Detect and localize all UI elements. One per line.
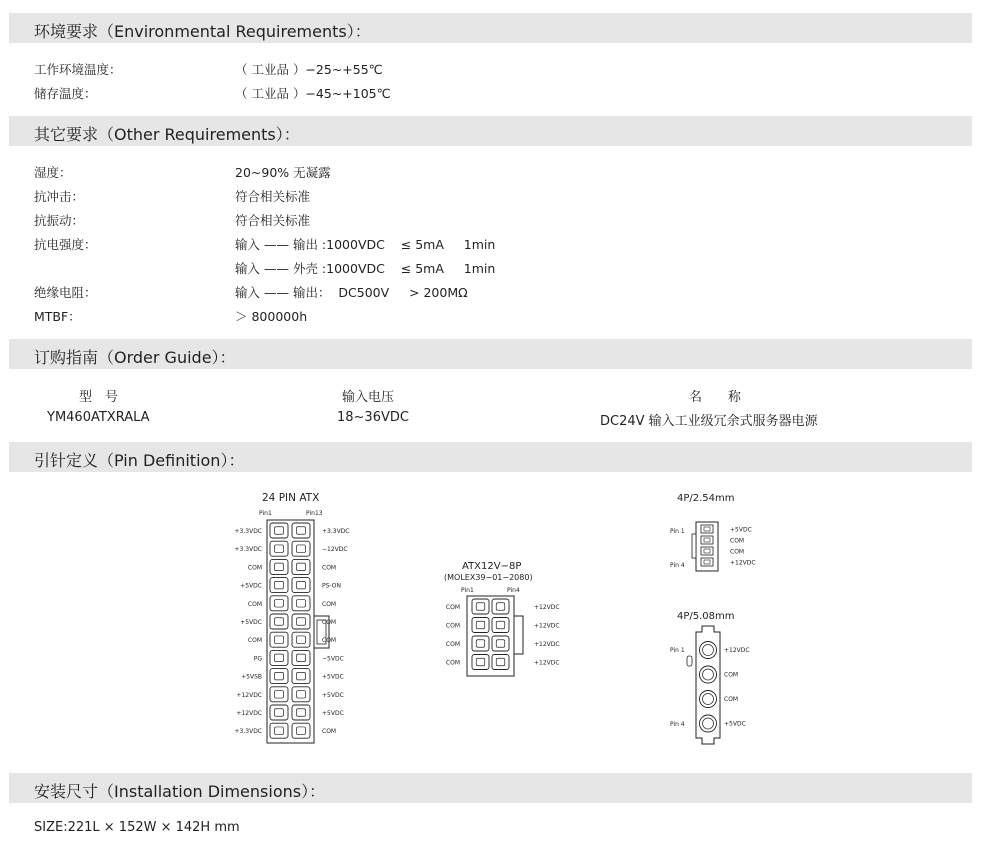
pin-label-right: COM xyxy=(322,600,337,608)
section-title: 其它要求（Other Requirements）： xyxy=(34,125,300,144)
section-header-other xyxy=(9,116,972,146)
pin-cell xyxy=(270,669,288,684)
pin-cell xyxy=(292,705,310,720)
pin-label-left: COM xyxy=(247,600,262,608)
pin-label: COM xyxy=(730,537,745,545)
pin-cell xyxy=(472,618,489,633)
order-cell-voltage: 18~36VDC xyxy=(337,410,409,425)
pin-label-right: +12VDC xyxy=(534,641,560,648)
pin4-label: Pin4 xyxy=(507,587,520,594)
pin-cell xyxy=(270,614,288,629)
section-title: 订购指南（Order Guide）： xyxy=(34,348,236,367)
order-header-voltage: 输入电压 xyxy=(342,390,395,405)
other-label: 抗电强度： xyxy=(34,237,97,252)
other-value: 输入 —— 输出 :1000VDC ≤ 5mA 1min xyxy=(235,237,496,252)
section-title: 引针定义（Pin Definition）： xyxy=(34,451,245,470)
pin-cell xyxy=(492,636,509,651)
pin-cell xyxy=(270,723,288,738)
pin-label-right: +12VDC xyxy=(534,622,560,630)
other-label: 绝缘电阻： xyxy=(34,285,97,300)
other-value: 20~90% 无凝露 xyxy=(235,165,331,180)
pin-cell xyxy=(270,650,288,665)
order-header-name: 名 称 xyxy=(689,390,742,405)
pin13-label: Pin13 xyxy=(306,510,323,517)
pin-label: +5VDC xyxy=(730,526,752,534)
pin-label-left: COM xyxy=(445,622,460,630)
pin-label-right: +12VDC xyxy=(534,604,560,611)
pin-label-right: +5VDC xyxy=(322,710,344,717)
connector-4p-254-diagram xyxy=(662,490,772,580)
pin-cell xyxy=(492,618,509,633)
pin-cell xyxy=(270,523,288,538)
pin-cell xyxy=(492,655,509,670)
pin-label: +5VDC xyxy=(724,720,746,728)
pin-cell xyxy=(472,655,489,670)
order-cell-name: DC24V 输入工业级冗余式服务器电源 xyxy=(600,414,818,429)
env-value: （ 工业品 ）−25~+55℃ xyxy=(235,62,383,77)
pin-cell xyxy=(292,687,310,702)
connector-latch xyxy=(514,616,523,654)
section-title: 安装尺寸（Installation Dimensions）： xyxy=(34,782,326,801)
other-value: 输入 —— 外壳 :1000VDC ≤ 5mA 1min xyxy=(235,261,496,276)
other-label: 湿度： xyxy=(34,165,72,180)
pin-contact xyxy=(703,645,714,656)
install-size: SIZE:221L × 152W × 142H mm xyxy=(34,820,240,835)
other-value: ＞ 800000h xyxy=(235,309,308,324)
pin-label-left: +12VDC xyxy=(236,710,262,717)
pin-cell xyxy=(270,632,288,647)
pin1-label: Pin1 xyxy=(461,587,474,594)
pin-label-right: COM xyxy=(322,619,337,626)
pin-contact xyxy=(703,694,714,705)
pin-label-left: +3.3VDC xyxy=(234,546,262,554)
pin1-label: Pin 1 xyxy=(670,647,685,654)
connector-title: ATX12V−8P xyxy=(462,561,522,572)
pin-cell xyxy=(701,558,713,566)
pin-cell xyxy=(270,596,288,611)
pin-label-right: PS-ON xyxy=(322,582,341,590)
pin-cell xyxy=(292,614,310,629)
pin-label-left: COM xyxy=(247,564,262,572)
pin-label: COM xyxy=(730,548,745,556)
pin-label: +12VDC xyxy=(724,647,750,654)
pin-cell xyxy=(472,599,489,614)
connector-atx12v-8p-diagram xyxy=(435,558,575,683)
pin-contact xyxy=(703,669,714,680)
pin-labels xyxy=(730,527,756,567)
other-label: 抗振动： xyxy=(34,213,85,228)
pin-cell xyxy=(292,559,310,574)
pin-cell xyxy=(701,547,713,555)
pin-cell xyxy=(270,687,288,702)
pin-cell xyxy=(292,632,310,647)
order-cell-model: YM460ATXRALA xyxy=(47,410,150,425)
pin4-label: Pin 4 xyxy=(670,721,685,728)
order-header-model: 型 号 xyxy=(79,390,119,405)
other-label: 抗冲击： xyxy=(34,189,85,204)
pin-label-right: COM xyxy=(322,637,337,645)
pin-label-left: +5VDC xyxy=(240,582,262,590)
pin-label-right: COM xyxy=(322,564,337,572)
pin-cell xyxy=(292,578,310,593)
other-value: 符合相关标准 xyxy=(235,213,311,228)
pin-label-right: COM xyxy=(322,728,337,736)
pin1-label: Pin 1 xyxy=(670,528,685,535)
other-value: 输入 —— 输出： DC500V > 200MΩ xyxy=(235,285,468,300)
pin-cell xyxy=(292,650,310,665)
pin-label-right: −12VDC xyxy=(322,546,348,554)
pin-cell xyxy=(270,705,288,720)
pin4-label: Pin 4 xyxy=(670,562,685,569)
pin-label: COM xyxy=(724,671,739,679)
section-header-installation xyxy=(9,773,972,803)
section-header-pin xyxy=(9,442,972,472)
pin-label-left: PG xyxy=(253,655,262,663)
pin-cell xyxy=(701,536,713,544)
connector-subtitle: (MOLEX39−01−2080) xyxy=(444,573,533,582)
pin-cell xyxy=(292,596,310,611)
pin-label-left: COM xyxy=(445,659,460,667)
pin-contact xyxy=(703,718,714,729)
pin-label: COM xyxy=(724,696,739,703)
pin-label-left: +3.3VDC xyxy=(234,728,262,736)
connector-title: 4P/5.08mm xyxy=(677,611,735,622)
connector-key xyxy=(687,656,692,666)
pin-label: +12VDC xyxy=(730,559,756,567)
pin-cell xyxy=(292,541,310,556)
pin-cell xyxy=(292,523,310,538)
pin-label-right: +12VDC xyxy=(534,659,560,667)
pin-labels xyxy=(724,647,750,728)
pin-label-left: +3.3VDC xyxy=(234,528,262,535)
pin-label-left: +12VDC xyxy=(236,691,262,699)
connector-title: 4P/2.54mm xyxy=(677,493,735,504)
pin-cell xyxy=(270,559,288,574)
pin-cell xyxy=(292,669,310,684)
pin-label-right: +5VDC xyxy=(322,691,344,699)
env-label: 储存温度： xyxy=(34,86,97,101)
pin-label-right: −5VDC xyxy=(322,655,344,663)
section-title: 环境要求（Environmental Requirements）： xyxy=(34,22,371,41)
pin-label-left: COM xyxy=(445,604,460,611)
pin-cell xyxy=(701,525,713,533)
pin-cell xyxy=(472,636,489,651)
connector-title: 24 PIN ATX xyxy=(262,492,320,504)
section-header-environmental xyxy=(9,13,972,43)
pin-label-right: +5VDC xyxy=(322,673,344,681)
pin-label-left: COM xyxy=(445,641,460,648)
pin-cell xyxy=(270,541,288,556)
pin-label-right: +3.3VDC xyxy=(322,528,350,535)
env-value: （ 工业品 ）−45~+105℃ xyxy=(235,86,391,101)
pin-cell xyxy=(292,723,310,738)
pin1-label: Pin1 xyxy=(259,510,272,517)
pin-label-left: COM xyxy=(247,637,262,645)
other-value: 符合相关标准 xyxy=(235,189,311,204)
section-header-order xyxy=(9,339,972,369)
connector-4p-508-diagram xyxy=(662,608,772,748)
pin-label-left: +5VDC xyxy=(240,619,262,626)
pin-cell xyxy=(270,578,288,593)
env-label: 工作环境温度： xyxy=(34,62,122,77)
connector-key xyxy=(692,534,696,558)
pin-label-left: +5VSB xyxy=(241,673,262,681)
connector-24pin-diagram xyxy=(220,488,370,750)
pin-cell xyxy=(492,599,509,614)
other-label: MTBF： xyxy=(34,309,81,324)
